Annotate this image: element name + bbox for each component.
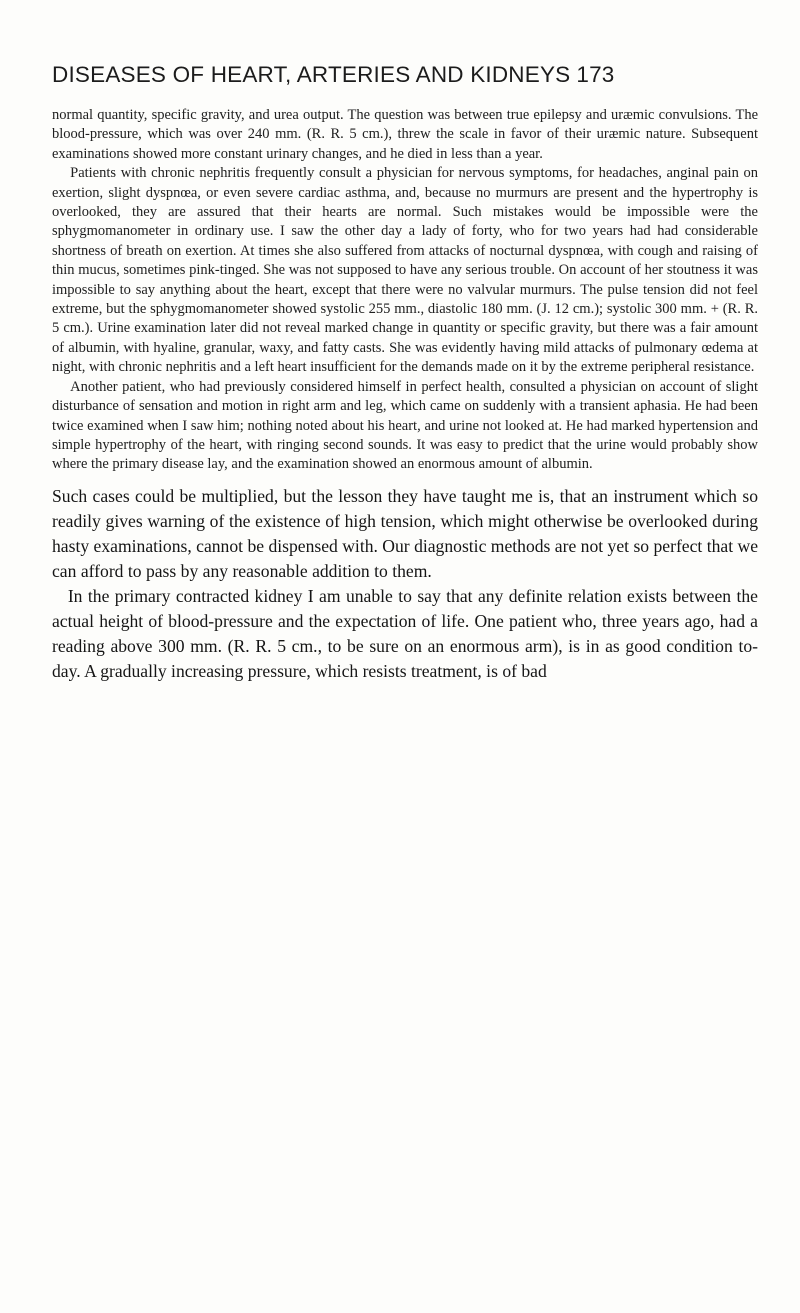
- small-type-section: [52, 106, 758, 475]
- book-page: [52, 62, 758, 684]
- paragraph-another-patient: Another patient, who had previously considered himself in perfect health, consulted a physician on account of slight disturbance of sensation and motion in right arm and leg, which came on suddenly with a transient aphasia. He had been twice examined when I saw him; nothing noted about his heart, and urine not looked at. He had marked hypertension and simple hypertrophy of the heart, with ringing second sounds. It was easy to predict that the urine would probably show where the primary disease lay, and the examination showed an enormous amount of albumin.: [52, 378, 758, 473]
- running-head: [52, 62, 758, 88]
- paragraph-contracted-kidney: In the primary contracted kidney I am unable to say that any definite relation exists between the actual height of blood-pressure and the expectation of life. One patient who, three years ago, had a reading above 300 mm. (R. R. 5 cm., to be sure on an enormous arm), is in as good condition to-day. A gradually increasing pressure, which resists treatment, is of bad: [52, 585, 758, 681]
- page-number: 173: [576, 62, 615, 87]
- large-type-section: [52, 484, 758, 684]
- paragraph-epilepsy-case: normal quantity, specific gravity, and urea output. The question was between true epilepsy and uræmic convulsions. The blood-pressure, which was over 240 mm. (R. R. 5 cm.), threw the scale in favor of their uræmic nature. Subsequent examinations showed more constant urinary changes, and he died in less than a year.: [52, 107, 758, 162]
- paragraph-chronic-nephritis: Patients with chronic nephritis frequently consult a physician for nervous symptoms, for headaches, anginal pain on exertion, slight dyspnœa, or even severe cardiac asthma, and, because no murmurs are present and the hypertrophy is overlooked, they are assured that their hearts are normal. Such mistakes would be impossible were the sphygmomanometer in ordinary use. I saw the other day a lady of forty, who for two years had had considerable shortness of breath on exertion. At times she also suffered from attacks of nocturnal dyspnœa, with cough and raising of thin mucus, sometimes pink-tinged. She was not supposed to have any serious trouble. On account of her stoutness it was impossible to say anything about the heart, except that there were no valvular murmurs. The pulse tension did not feel extreme, but the sphygmomanometer showed systolic 255 mm., diastolic 180 mm. (J. 12 cm.); systolic 300 mm. + (R. R. 5 cm.). Urine examination later did not reveal marked change in quantity or specific gravity, but there was a fair amount of albumin, with hyaline, granular, waxy, and fatty casts. She was evidently having mild attacks of pulmonary œdema at night, with chronic nephritis and a left heart insufficient for the demands made on it by the extreme peripheral resistance.: [52, 165, 758, 376]
- running-head-title: DISEASES OF HEART, ARTERIES AND KIDNEYS: [52, 62, 571, 87]
- paragraph-lesson: Such cases could be multiplied, but the lesson they have taught me is, that an instrument which so readily gives warning of the existence of high tension, which might otherwise be overlooked during hasty examinations, cannot be dispensed with. Our diagnostic methods are not yet so perfect that we can afford to pass by any reasonable addition to them.: [52, 485, 759, 581]
